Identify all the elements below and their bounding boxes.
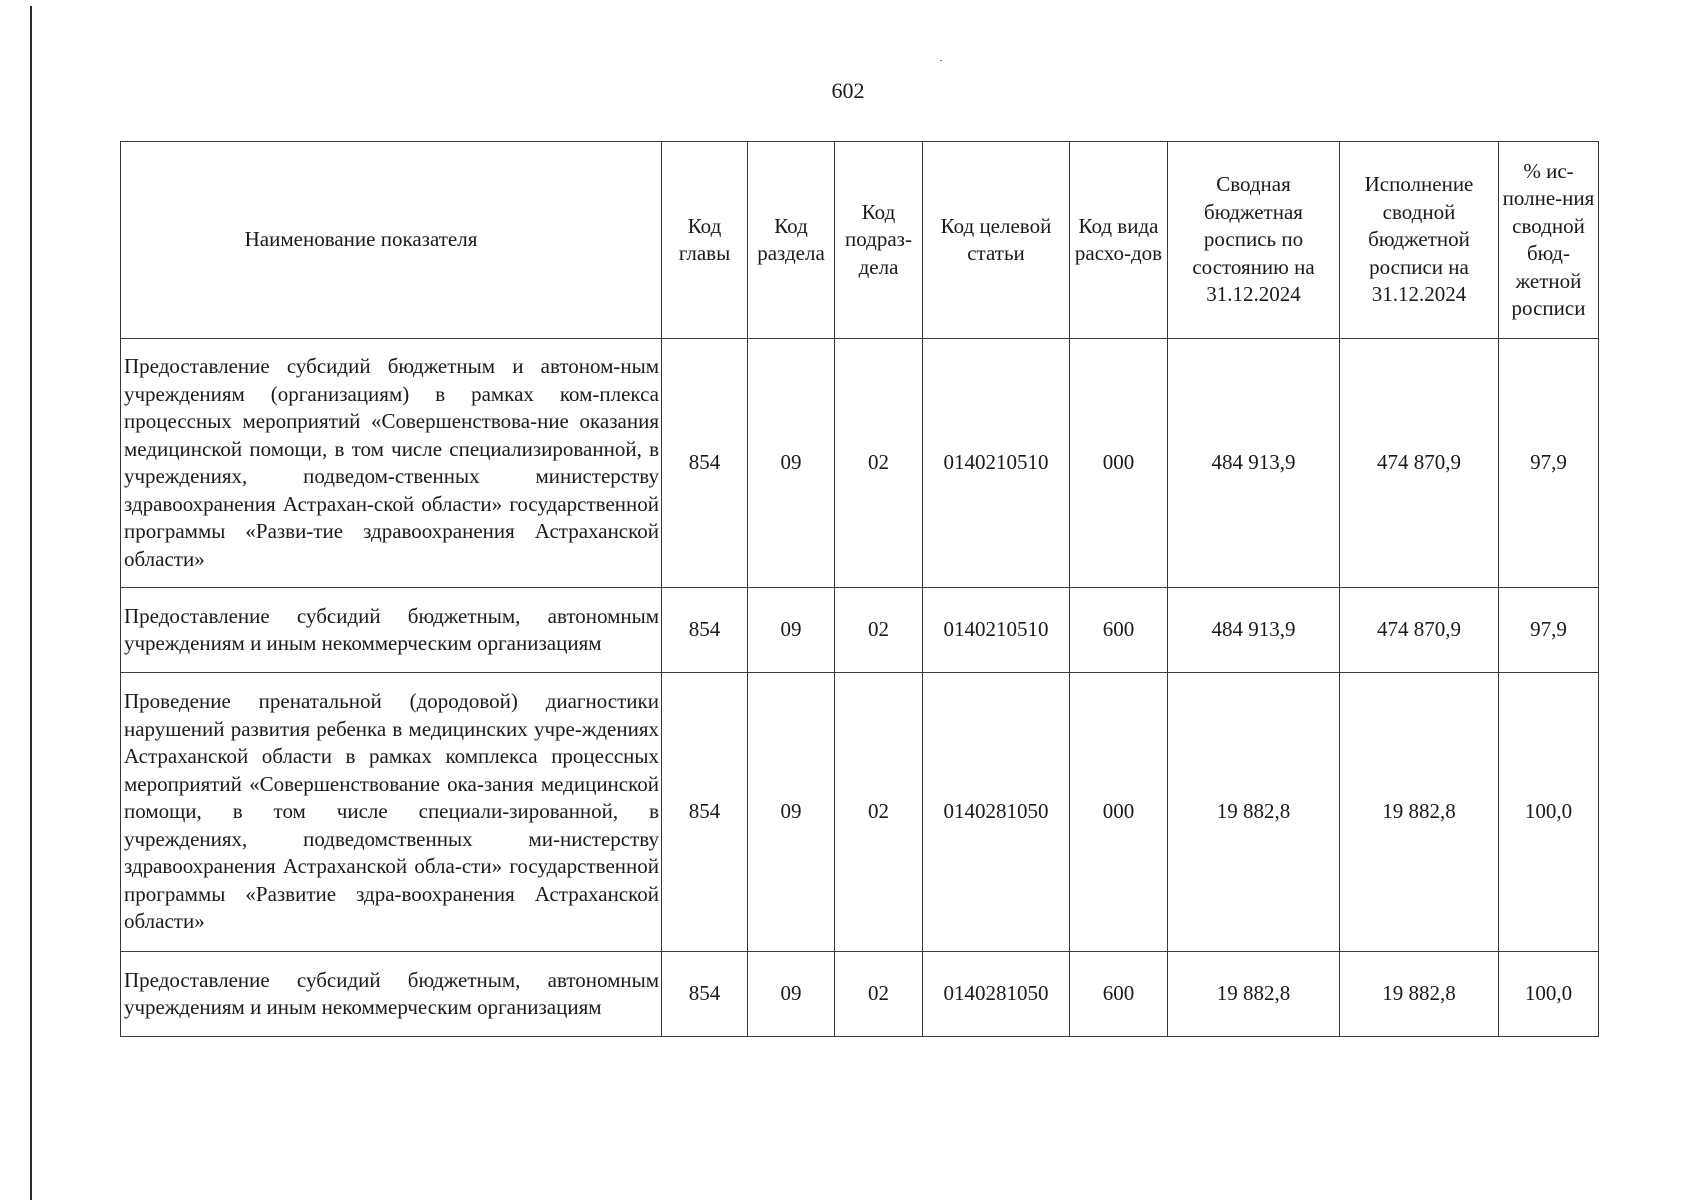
page-number: 602 [831,78,865,103]
cell-subsection-code: 02 [835,339,923,588]
cell-expense-type-code: 000 [1070,339,1168,588]
header-budget-execution: Исполнение сводной бюджетной росписи на 31.12.2024 [1340,142,1499,339]
cell-section-code: 09 [748,588,835,673]
cell-target-code: 0140281050 [923,673,1070,952]
cell-execution-percent: 97,9 [1499,339,1599,588]
cell-expense-type-code: 600 [1070,588,1168,673]
scan-margin-line [30,6,32,1200]
cell-budget-execution: 19 882,8 [1340,673,1499,952]
cell-budget-plan: 484 913,9 [1168,588,1340,673]
header-chapter-code: Код главы [662,142,748,339]
cell-subsection-code: 02 [835,673,923,952]
cell-chapter-code: 854 [662,952,748,1037]
cell-subsection-code: 02 [835,952,923,1037]
header-budget-plan: Сводная бюджетная роспись по состоянию на 31.12.2024 [1168,142,1340,339]
cell-target-code: 0140210510 [923,588,1070,673]
cell-section-code: 09 [748,952,835,1037]
header-indicator-name: Наименование показателя [121,142,662,339]
header-execution-percent: % ис-полне-ния сводной бюд-жетной росписи [1499,142,1599,339]
cell-subsection-code: 02 [835,588,923,673]
cell-execution-percent: 97,9 [1499,588,1599,673]
cell-indicator-name: Предоставление субсидий бюджетным и автоном-ным учреждениям (организациям) в рамках ком-плекса процессных мероприятий «Совершенствова-ние оказания медицинской помощи, в том числе специализированной, в учреждениях, подведом-ственных министерству здравоохранения Астрахан-ской области» государственной программы «Разви-тие здравоохранения Астраханской области» [121,339,662,588]
cell-section-code: 09 [748,673,835,952]
cell-chapter-code: 854 [662,673,748,952]
table-row [121,588,1599,673]
table-row [121,952,1599,1037]
cell-target-code: 0140210510 [923,339,1070,588]
budget-table [120,141,1599,1037]
cell-budget-execution: 19 882,8 [1340,952,1499,1037]
header-expense-type-code: Код вида расхо-дов [1070,142,1168,339]
table-header-row [121,142,1599,339]
cell-indicator-name: Предоставление субсидий бюджетным, автономным учреждениям и иным некоммерческим организациям [121,952,662,1037]
cell-indicator-name: Проведение пренатальной (дородовой) диагностики нарушений развития ребенка в медицинских учре-ждениях Астраханской области в рамках комплекса процессных мероприятий «Совершенствование ока-зания медицинской помощи, в том числе специали-зированной, в учреждениях, подведомственных ми-нистерству здравоохранения Астраханской обла-сти» государственной программы «Развитие здра-воохранения Астраханской области» [121,673,662,952]
cell-chapter-code: 854 [662,339,748,588]
table-row [121,673,1599,952]
cell-execution-percent: 100,0 [1499,952,1599,1037]
header-target-code: Код целевой статьи [923,142,1070,339]
cell-indicator-name: Предоставление субсидий бюджетным, автономным учреждениям и иным некоммерческим организациям [121,588,662,673]
cell-expense-type-code: 000 [1070,673,1168,952]
cell-chapter-code: 854 [662,588,748,673]
cell-section-code: 09 [748,339,835,588]
cell-budget-execution: 474 870,9 [1340,339,1499,588]
cell-execution-percent: 100,0 [1499,673,1599,952]
cell-budget-plan: 19 882,8 [1168,952,1340,1037]
cell-budget-plan: 19 882,8 [1168,673,1340,952]
cell-budget-plan: 484 913,9 [1168,339,1340,588]
cell-budget-execution: 474 870,9 [1340,588,1499,673]
cell-expense-type-code: 600 [1070,952,1168,1037]
cell-target-code: 0140281050 [923,952,1070,1037]
table-row [121,339,1599,588]
scan-speck [940,60,942,61]
header-subsection-code: Код подраз-дела [835,142,923,339]
header-section-code: Код раздела [748,142,835,339]
